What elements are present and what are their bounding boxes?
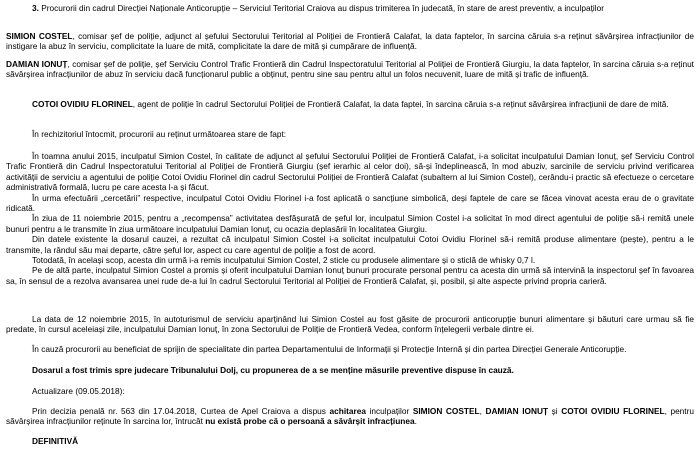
sent-to-court-paragraph: Dosarul a fost trimis spre judecare Tribunalului Dolj, cu propunerea de a se menține măsurile preventive dispuse în cauză.: [32, 365, 514, 375]
fact-paragraph: Pe de altă parte, inculpatul Simion Costel a promis și oferit inculpatului Damian Ionuț bunuri procurate personal pentru ca acesta din urmă să intervină la inspectorul șef în favoarea sa, în sensul de a rezolva avansarea unei rude de-a lui în cadrul Sectorului Teritorial al Poliției de Frontieră Calafat, și, posibil, și alte aspecte privind propria carieră.: [6, 265, 694, 286]
defendant-2-text: , comisar șef de poliție, șef Serviciu Control Trafic Frontieră din Cadrul Inspectoratului Teritorial al Poliției de Frontieră Giurgiu, la data faptelor, în sarcina căruia s-a reținut săvârșirea infracțiunilor de abuz în serviciu dacă funcționarul public a obținut, pentru sine sau pentru altul un folos necuvenit, luare de mită și trafic de influență.: [6, 59, 694, 80]
defendant-3-paragraph: [6, 99, 694, 109]
facts-block: [6, 151, 694, 286]
rechizitoriu-paragraph: În rechizitoriul întocmit, procurorii au reținut următoarea stare de fapt:: [32, 129, 287, 139]
section-number: 3.: [32, 3, 39, 13]
final-label: DEFINITIVĂ: [32, 436, 79, 446]
decision-name-2: DAMIAN IONUȚ: [485, 406, 549, 416]
acquittal-term: achitarea: [329, 406, 366, 416]
defendant-3-text: , agent de poliție în cadrul Sectorului Poliției de Frontieră Calafat, la data faptei, în sarcina căruia s-a reținut săvârșirea infracțiunii de dare de mită.: [132, 99, 669, 109]
fact-paragraph: În ziua de 11 noiembrie 2015, pentru a „recompensa” activitatea desfășurată de șeful lor, inculpatul Simion Costel i-a solicitat în mod direct agentului de poliție să-i remită unele bunuri pentru a le transmite în ziua următoare inculpatului Damian Ionuț, cu ocazia deplasării în localitatea Giurgiu.: [6, 213, 694, 234]
defendant-1-text: , comisar șef de poliție, adjunct al șefului Sectorului Teritorial al Poliției de Frontieră Calafat, la data faptelor, în sarcina căruia s-a reținut săvârșirea infracțiunilor de instigare la abuz în serviciu, complicitate la luare de mită, complicitate la dare de mită și cumpărare de influență.: [6, 31, 694, 52]
defendant-3-name: COTOI OVIDIU FLORINEL: [32, 99, 133, 109]
decision-reason: nu există probe că o persoană a săvârșit infracțiunea: [205, 416, 415, 427]
intro-paragraph: [32, 3, 694, 13]
decision-paragraph: Prin decizia penală nr. 563 din 17.04.2018, Curtea de Apel Craiova a dispus achitarea inculpaților SIMION COSTEL, DAMIAN IONUȚ și COTOI OVIDIU FLORINEL, pentru săvârșirea infracțiunilor reținute în sarcina lor, întrucât nu există probe că o persoană a săvârșit infracțiunea.: [6, 406, 694, 427]
fact-paragraph: Din datele existente la dosarul cauzei, a rezultat că inculpatul Simion Costel i-a solicitat inculpatului Cotoi Ovidiu Florinel să-i remită produse alimentare (pește), pentru a le transmite, la rândul său mai departe, către șeful lor, aspect cu care agentul de poliție a fost de acord.: [6, 234, 694, 255]
support-paragraph: În cauză procurorii au beneficiat de sprijin de specialitate din partea Departamentului de Informații și Protecție Internă și din partea Direcției Generale Anticorupție.: [32, 344, 627, 354]
intro-text: Procurorii din cadrul Direcției Naționale Anticorupție – Serviciul Teritorial Craiova au dispus trimiterea în judecată, în stare de arest preventiv, a inculpaților: [38, 3, 604, 13]
decision-name-1: SIMION COSTEL: [412, 406, 480, 416]
defendant-2-paragraph: [6, 59, 694, 80]
decision-name-3: COTOI OVIDIU FLORINEL: [561, 406, 665, 416]
defendant-1-paragraph: [6, 31, 694, 52]
fact-paragraph: În urma efectuării „cercetării” respective, inculpatul Cotoi Ovidiu Florinel i-a fost aplicată o sancțiune simbolică, deși faptele de care se făcea vinovat acesta erau de o gravitate ridicată.: [6, 192, 694, 214]
fact-paragraph: În toamna anului 2015, inculpatul Simion Costel, în calitate de adjunct al șefului Sectorului Poliției de Frontieră Calafat, i-a solicitat inculpatului Damian Ionuț, șef Serviciu Control Trafic Frontieră din Cadrul Inspectoratului Teritorial al Poliției de Frontieră Giurgiu (șef ierarhic al celor doi), să-și îndeplinească, în mod abuziv, sarcinile de serviciu privind verificarea activității de serviciu a agentului de poliție Cotoi Ovidiu Florinel din cadrul Sectorului Poliției de Frontieră Calafat (subaltern al lui Simion Costel), cerându-i practic să efectueze o cercetare administrativă formală, lucru pe care acesta l-a și făcut.: [6, 151, 694, 193]
update-label: Actualizare (09.05.2018):: [32, 386, 125, 396]
event-paragraph: La data de 12 noiembrie 2015, în autoturismul de serviciu aparținând lui Simion Costel au fost găsite de procurorii anticorupție bunuri alimentare și băuturi care urmau să fie predate, în cursul aceleiași zile, inculpatului Damian Ionuț, în zona Sectorului de Poliție de Frontieră Vedea, conform înțelegerii verbale dintre ei.: [6, 314, 694, 335]
fact-paragraph: Totodată, în același scop, acesta din urmă i-a remis inculpatului Simion Costel, 2 sticle cu produsele alimentare și o sticlă de whisky 0,7 l.: [32, 255, 536, 266]
defendant-2-name: DAMIAN IONUȚ: [6, 59, 68, 69]
defendant-1-name: SIMION COSTEL: [6, 31, 73, 41]
